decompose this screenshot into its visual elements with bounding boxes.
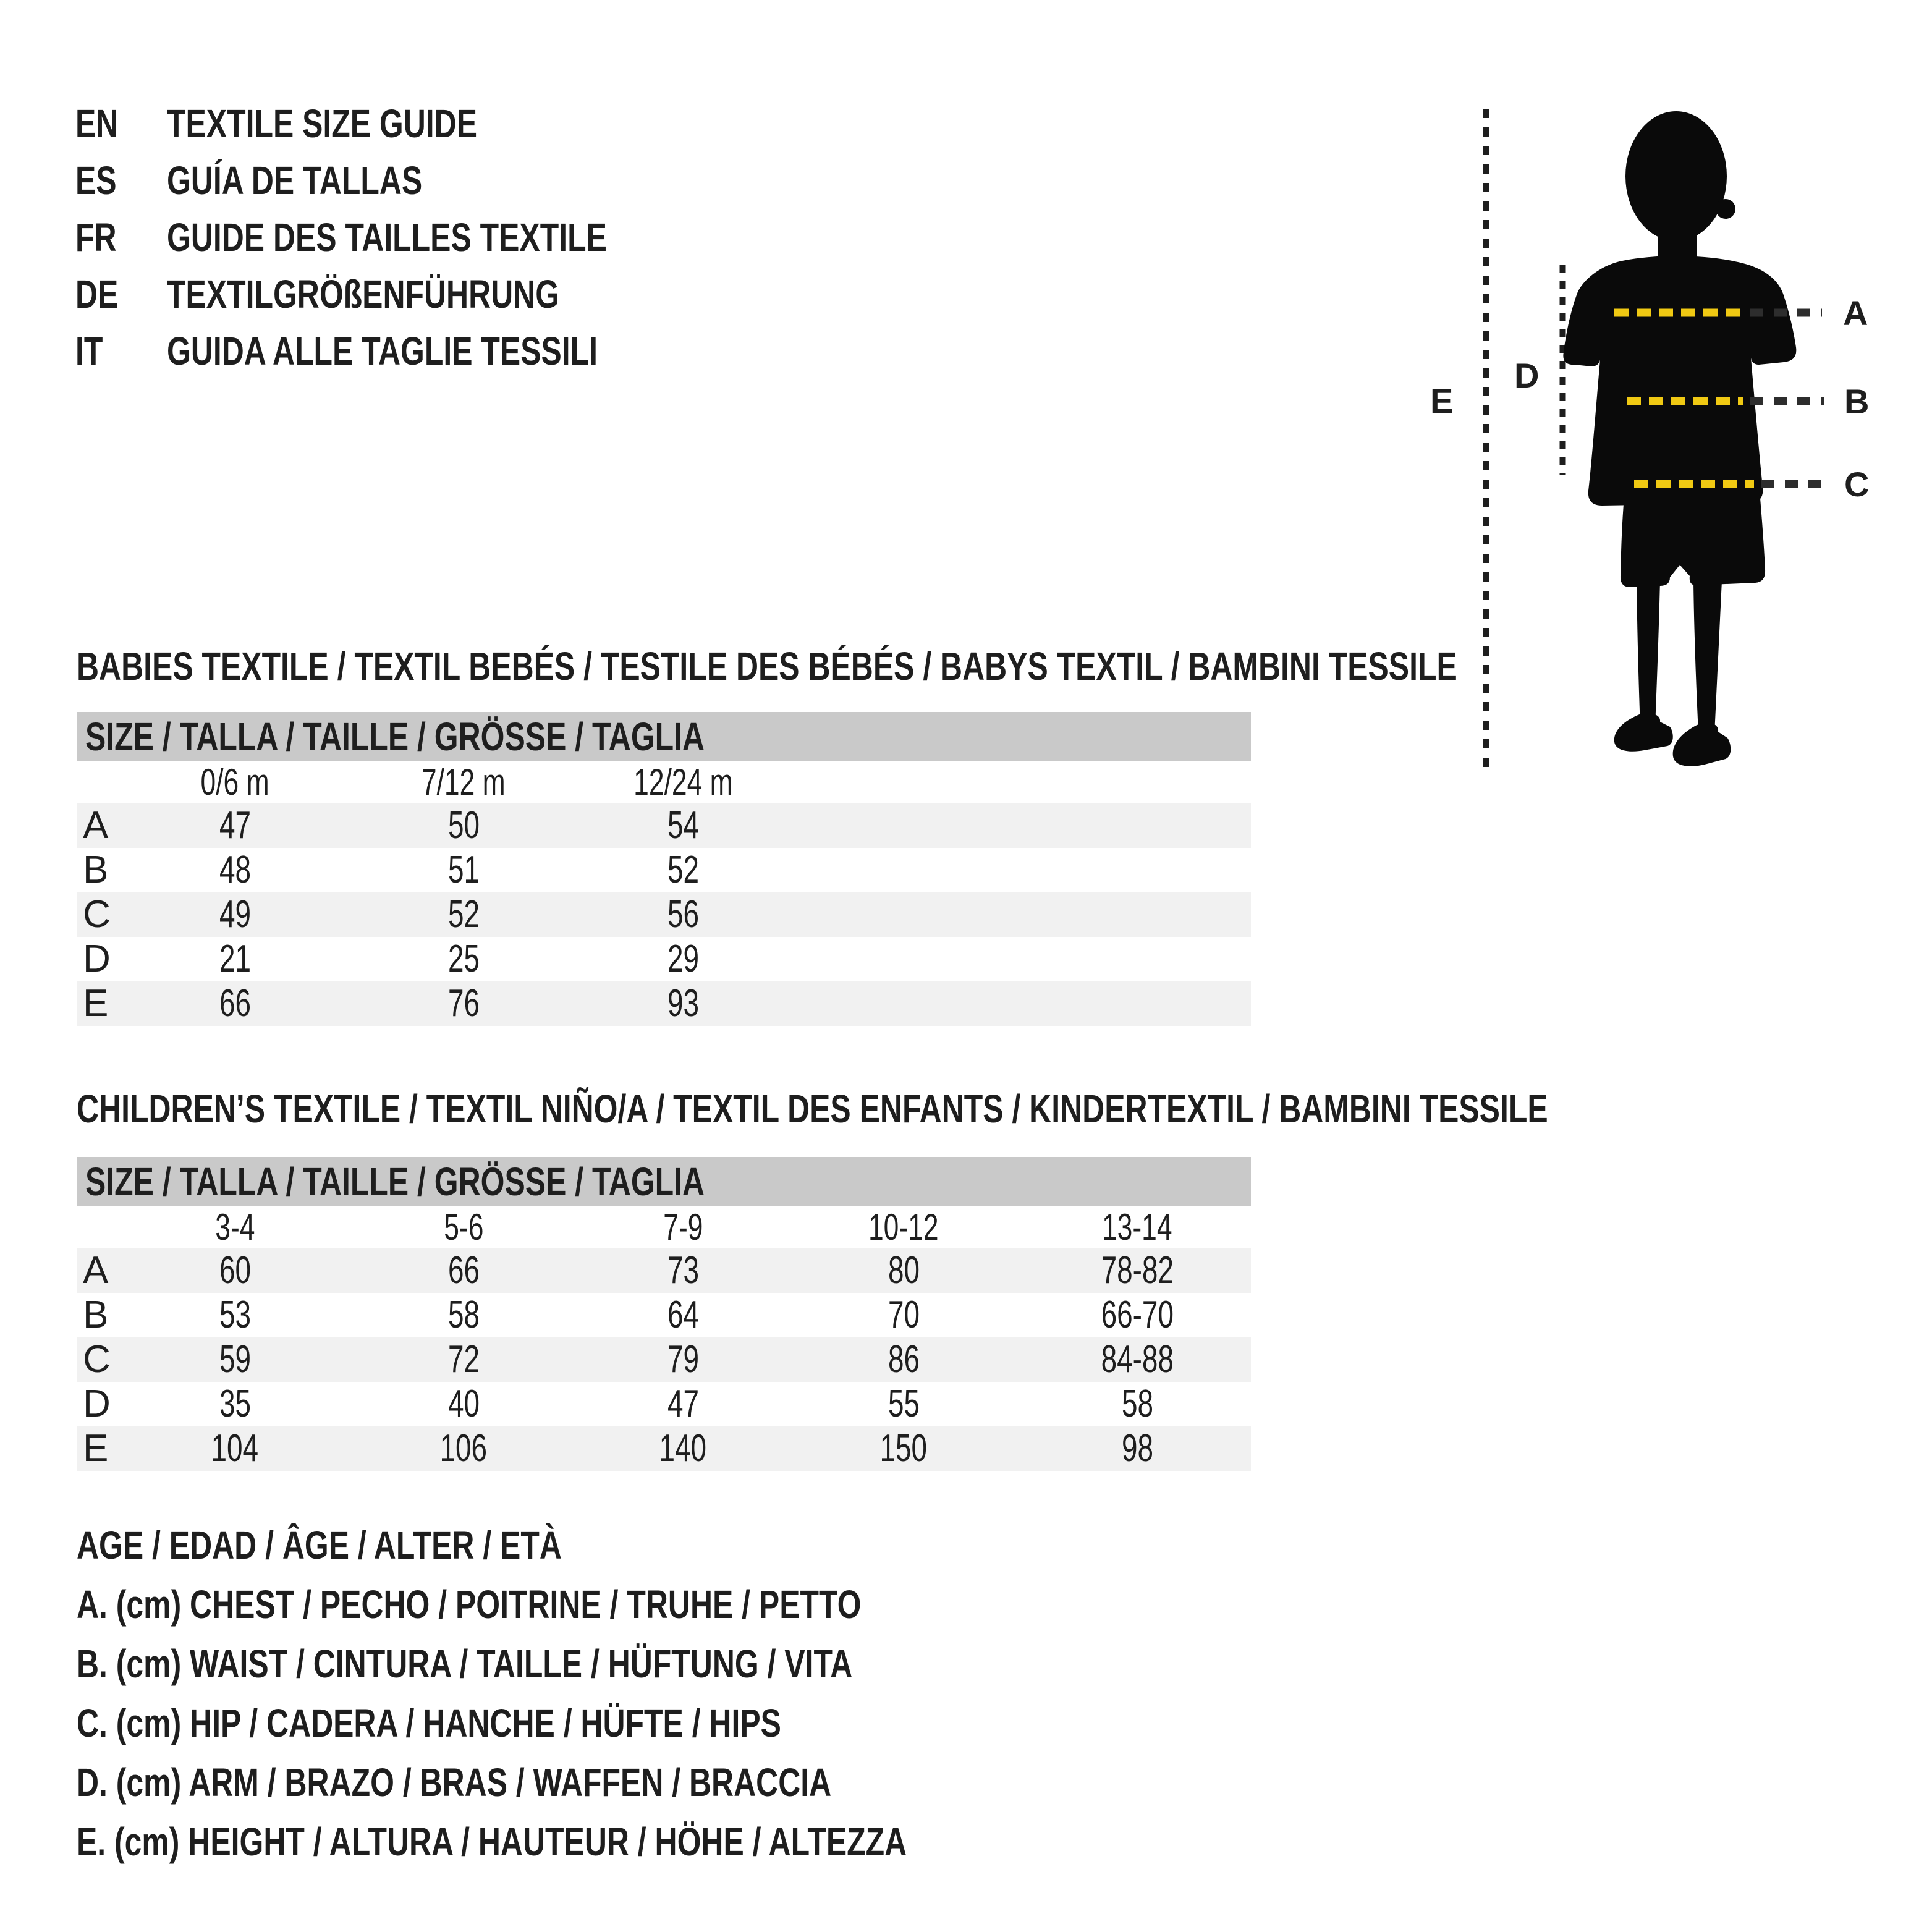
children-section-title: CHILDREN’S TEXTILE / TEXTIL NIÑO/A / TEXTIL DES ENFANTS / KINDERTEXTIL / BAMBINI TESSILE <box>77 1087 1548 1131</box>
table-row <box>77 1248 1251 1293</box>
cell-value: 60 <box>219 1249 251 1292</box>
cell-value: 66-70 <box>1101 1294 1174 1336</box>
table-row <box>77 1382 1251 1426</box>
language-row <box>75 266 1064 323</box>
column-header: 0/6 m <box>200 761 269 803</box>
cell-value: 72 <box>447 1338 480 1381</box>
guide-title: GUÍA DE TALLAS <box>167 158 423 203</box>
cell-value: 48 <box>219 849 251 891</box>
guide-title: GUIDE DES TAILLES TEXTILE <box>167 215 607 260</box>
cell-value: 70 <box>888 1294 920 1336</box>
cell-value: 54 <box>667 804 699 847</box>
language-code: DE <box>75 272 119 316</box>
legend-line-waist: B. (cm) WAIST / CINTURA / TAILLE / HÜFTUNG / VITA <box>77 1642 853 1686</box>
cell-value: 58 <box>1121 1383 1153 1425</box>
cell-value: 59 <box>219 1338 251 1381</box>
row-label: C <box>83 1338 111 1381</box>
cell-value: 49 <box>219 893 251 936</box>
table-row <box>77 892 1251 937</box>
cell-value: 52 <box>447 893 480 936</box>
cell-value: 66 <box>447 1249 480 1292</box>
cell-value: 104 <box>211 1427 259 1470</box>
table-row <box>77 848 1251 892</box>
children-column-headers <box>77 1206 1251 1248</box>
cell-value: 86 <box>888 1338 920 1381</box>
cell-value: 106 <box>439 1427 488 1470</box>
guide-title: TEXTILGRÖßENFÜHRUNG <box>167 272 560 316</box>
cell-value: 98 <box>1121 1427 1153 1470</box>
table-row <box>77 1337 1251 1382</box>
column-header: 7-9 <box>663 1206 703 1248</box>
legend-line-chest: A. (cm) CHEST / PECHO / POITRINE / TRUHE / PETTO <box>77 1582 862 1627</box>
cell-value: 56 <box>667 893 699 936</box>
cell-value: 51 <box>447 849 480 891</box>
language-code: ES <box>75 158 117 203</box>
figure-label-e: E <box>1430 381 1454 420</box>
table-row <box>77 937 1251 981</box>
language-row <box>75 209 1064 266</box>
guide-title: GUIDA ALLE TAGLIE TESSILI <box>167 329 598 373</box>
cell-value: 25 <box>447 938 480 980</box>
column-header: 3-4 <box>214 1206 255 1248</box>
language-row <box>75 323 1064 379</box>
cell-value: 64 <box>667 1294 699 1336</box>
table-row <box>77 1426 1251 1471</box>
column-header: 7/12 m <box>422 761 506 803</box>
column-header: 12/24 m <box>633 761 733 803</box>
size-header-label: SIZE / TALLA / TAILLE / GRÖSSE / TAGLIA <box>85 1159 705 1204</box>
babies-size-header-bar <box>77 712 1251 761</box>
legend-line-height: E. (cm) HEIGHT / ALTURA / HAUTEUR / HÖHE / ALTEZZA <box>77 1820 907 1864</box>
cell-value: 93 <box>667 982 699 1025</box>
legend-line-hip: C. (cm) HIP / CADERA / HANCHE / HÜFTE / HIPS <box>77 1701 781 1745</box>
table-row <box>77 981 1251 1026</box>
cell-value: 29 <box>667 938 699 980</box>
cell-value: 58 <box>447 1294 480 1336</box>
table-row <box>77 1293 1251 1337</box>
language-row <box>75 152 1064 209</box>
size-header-label: SIZE / TALLA / TAILLE / GRÖSSE / TAGLIA <box>85 714 705 759</box>
children-size-header-bar <box>77 1157 1251 1206</box>
cell-value: 50 <box>447 804 480 847</box>
column-header: 13-14 <box>1102 1206 1172 1248</box>
cell-value: 66 <box>219 982 251 1025</box>
cell-value: 84-88 <box>1101 1338 1174 1381</box>
language-row <box>75 95 1064 152</box>
table-row <box>77 803 1251 848</box>
column-header: 5-6 <box>443 1206 484 1248</box>
cell-value: 140 <box>659 1427 707 1470</box>
cell-value: 73 <box>667 1249 699 1292</box>
cell-value: 35 <box>219 1383 251 1425</box>
row-label: D <box>83 938 111 980</box>
figure-label-d: D <box>1514 356 1540 395</box>
babies-section-title: BABIES TEXTILE / TEXTIL BEBÉS / TESTILE DES BÉBÉS / BABYS TEXTIL / BAMBINI TESSILE <box>77 644 1457 688</box>
cell-value: 78-82 <box>1101 1249 1174 1292</box>
cell-value: 76 <box>447 982 480 1025</box>
language-code: FR <box>75 215 117 260</box>
cell-value: 52 <box>667 849 699 891</box>
cell-value: 21 <box>219 938 251 980</box>
babies-column-headers <box>77 761 1251 803</box>
figure-label-c: C <box>1844 465 1870 504</box>
legend-line-age: AGE / EDAD / ÂGE / ALTER / ETÀ <box>77 1523 562 1567</box>
row-label: A <box>83 804 109 847</box>
column-header: 10-12 <box>868 1206 939 1248</box>
guide-title: TEXTILE SIZE GUIDE <box>167 101 478 146</box>
cell-value: 47 <box>667 1383 699 1425</box>
row-label: E <box>83 1427 109 1470</box>
legend-line-arm: D. (cm) ARM / BRAZO / BRAS / WAFFEN / BRACCIA <box>77 1760 832 1805</box>
figure-label-b: B <box>1844 382 1870 421</box>
row-label: D <box>83 1383 111 1425</box>
figure-label-a: A <box>1843 294 1868 333</box>
row-label: E <box>83 982 109 1025</box>
row-label: A <box>83 1249 109 1292</box>
measurement-figure <box>1409 99 1932 810</box>
row-label: B <box>83 849 109 891</box>
language-code: IT <box>75 329 103 373</box>
language-code: EN <box>75 101 119 146</box>
row-label: C <box>83 893 111 936</box>
cell-value: 150 <box>879 1427 928 1470</box>
cell-value: 40 <box>447 1383 480 1425</box>
cell-value: 47 <box>219 804 251 847</box>
cell-value: 80 <box>888 1249 920 1292</box>
cell-value: 53 <box>219 1294 251 1336</box>
row-label: B <box>83 1294 109 1336</box>
cell-value: 79 <box>667 1338 699 1381</box>
cell-value: 55 <box>888 1383 920 1425</box>
